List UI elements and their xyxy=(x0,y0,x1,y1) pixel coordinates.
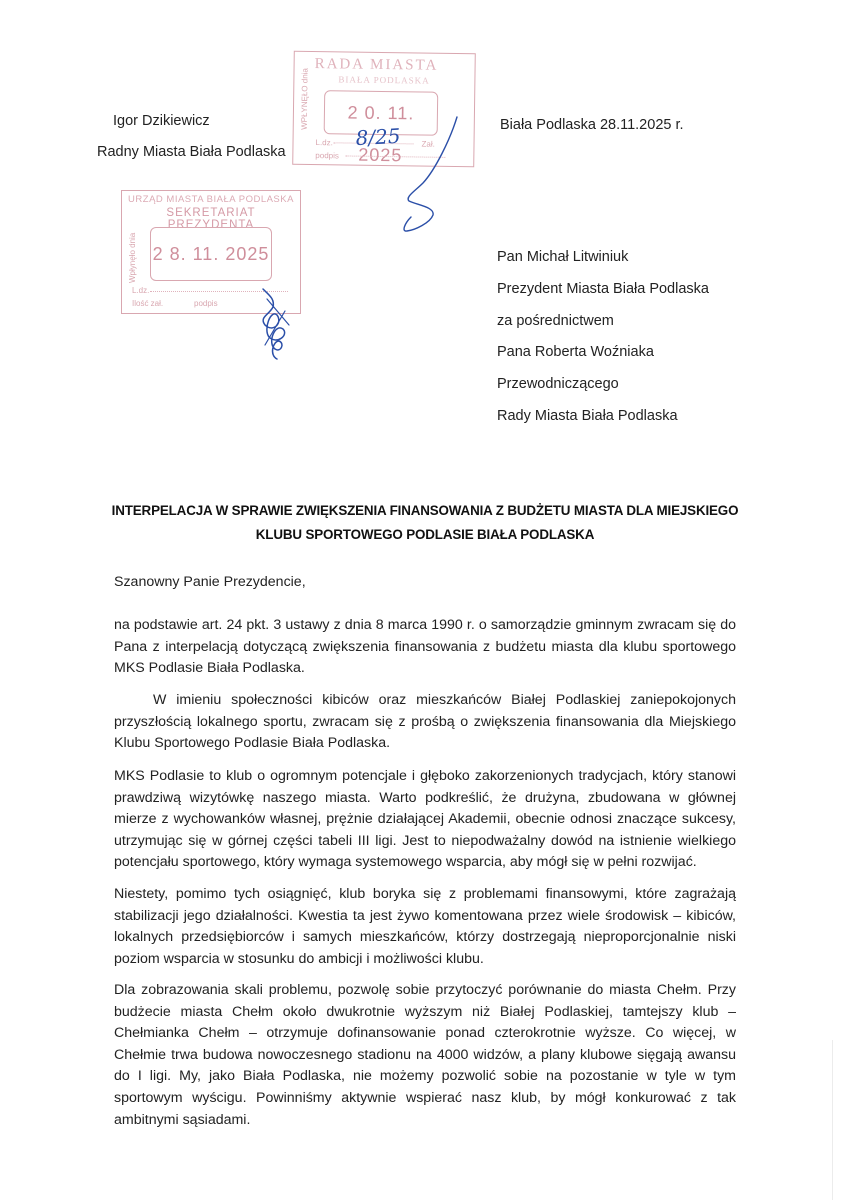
stamp-podpis-label: podpis xyxy=(315,151,339,161)
stamp-ldz-label: L.dz. xyxy=(315,138,333,148)
scan-edge-line xyxy=(832,1040,833,1200)
stamp-date: 2 0. 11. 2025 xyxy=(347,102,415,166)
paragraph-1: na podstawie art. 24 pkt. 3 ustawy z dnia 8 marca 1990 r. o samorządzie gminnym zwracam się do Pana z interpelacją dotyczącą zwiększenia finansowania z budżetu miasta dla klubu sportowego MKS Podlasie Biała Podlaska. xyxy=(114,617,736,677)
stamp-header-line2: SEKRETARIAT PREZYDENTA xyxy=(166,207,256,231)
stamp-header-line1: URZĄD MIASTA BIAŁA PODLASKA xyxy=(128,194,294,205)
recipient-block xyxy=(497,247,709,438)
paragraph-2: W imieniu społeczności kibiców oraz mieszkańców Białej Podlaskiej zaniepokojonych przyszłością lokalnego sportu, zwracam się z prośbą o zwiększenia finansowania dla Miejskiego Klubu Sportowego Podlasie Biała Podlaska. xyxy=(114,692,736,752)
paragraph-5: Dla zobrazowania skali problemu, pozwolę sobie przytoczyć porównanie do miasta Chełm. Przy budżecie miasta Chełm około dwukrotnie wyższym niż Białej Podlaskiej, tamtejszy klub – Chełmianka Chełm – otrzymuje dofinansowanie ponad czterokrotnie wyższe. Co więcej, w Chełmie trwa budowa nowoczesnego stadionu na 4000 widzów, a plany klubowe sięgają awansu do I ligi. My, jako Biała Podlaska, nie możemy pozwolić sobie na pozostanie w tyle w tym sportowym wyścigu. Powinniśmy aktywnie wspierać nasz klub, by mógł konkurować z tak ambitnymi sąsiadami. xyxy=(114,982,736,1128)
paragraph-3: MKS Podlasie to klub o ogromnym potencjale i głęboko zakorzenionych tradycjach, który stanowi prawdziwą wizytówkę naszego miasta. Warto podkreślić, że drużyna, zbudowana w głównej mierze z wychowanków własnej, prężnie działającej Akademii, obecnie odnosi znaczące sukcesy, utrzymując się w górnej części tabeli III ligi. Jest to niepodważalny dowód na istnienie wielkiego potencjału sportowego, który wymaga systemowego wsparcia, aby mógł się w pełni rozwijać. xyxy=(114,768,736,871)
stamp-header: RADA MIASTA xyxy=(314,56,439,74)
recipient-line: Rady Miasta Biała Podlaska xyxy=(497,407,678,424)
salutation: Szanowny Panie Prezydencie, xyxy=(114,574,306,590)
sender-name: Igor Dzikiewicz xyxy=(113,113,210,129)
document-title-line1: INTERPELACJA W SPRAWIE ZWIĘKSZENIA FINANSOWANIA Z BUDŻETU MIASTA DLA MIEJSKIEGO xyxy=(111,503,739,518)
stamp-subheader: BIAŁA PODLASKA xyxy=(338,74,430,86)
stamp-zal-label: Zał. xyxy=(421,139,435,149)
stamp-podpis-label: podpis xyxy=(194,299,218,308)
recipient-line: Przewodniczącego xyxy=(497,376,619,393)
signature-mark-top xyxy=(395,115,465,235)
stamp-date-box xyxy=(150,227,272,281)
recipient-line: Pana Roberta Woźniaka xyxy=(497,344,654,361)
handwritten-ldz-number: 8/25 xyxy=(354,123,402,151)
document-title-line2: KLUBU SPORTOWEGO PODLASIE BIAŁA PODLASKA xyxy=(255,527,595,542)
stamp-side-label: Wpłynęło dnia xyxy=(128,232,137,283)
signature-mark-left xyxy=(255,285,305,365)
place-date: Biała Podlaska 28.11.2025 r. xyxy=(500,117,684,133)
stamp-zal-label: Ilość zał. xyxy=(132,299,164,308)
stamp-ldz-label: L.dz. xyxy=(132,286,150,295)
paragraph-4: Niestety, pomimo tych osiągnięć, klub boryka się z problemami finansowymi, które zagrażają stabilizacji jego działalności. Kwestia ta jest żywo komentowana przez wiele środowisk – kibiców, lokalnych przedsiębiorców i samych mieszkańców, którzy dostrzegają nieproporcjonalnie niski poziom wsparcia w stosunku do ambicji i możliwości klubu. xyxy=(114,886,736,967)
stamp-date: 2 8. 11. 2025 xyxy=(152,244,270,264)
recipient-line: Pan Michał Litwiniuk xyxy=(497,249,629,265)
recipient-line: Prezydent Miasta Biała Podlaska xyxy=(497,280,709,297)
document-title xyxy=(80,499,770,547)
stamp-side-label: WPŁYNĘŁO dnia xyxy=(299,68,310,130)
recipient-line: za pośrednictwem xyxy=(497,312,614,329)
sender-title: Radny Miasta Biała Podlaska xyxy=(97,144,286,160)
